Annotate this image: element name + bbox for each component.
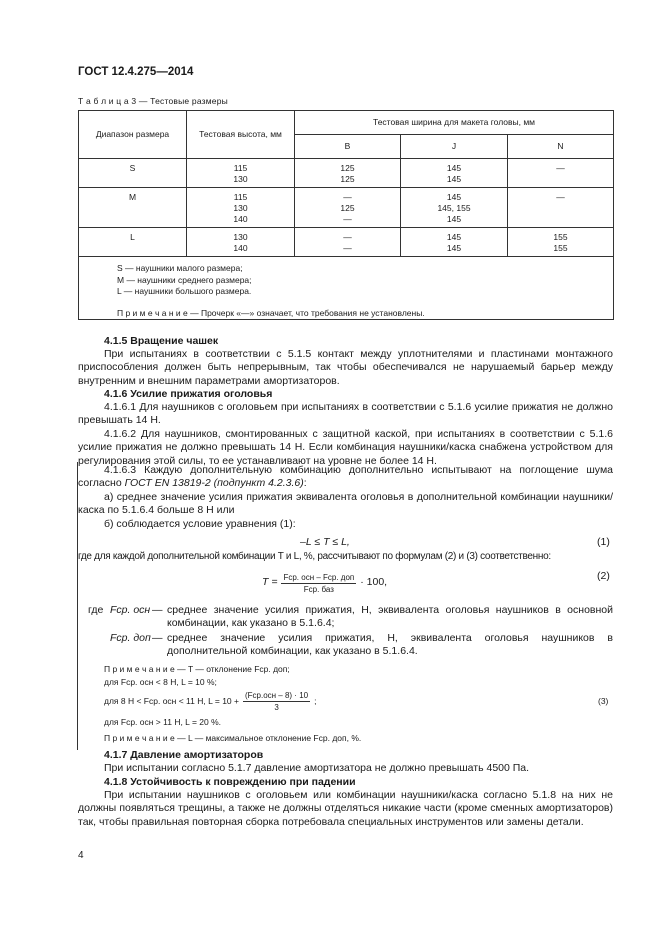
- cell-height: 115 130 140: [187, 188, 295, 228]
- para-4-1-6-2: 4.1.6.2 Для наушников, смонтированных с защитной каской, при испытаниях в соответствии с 5.1.6 усилие прижатия не должно превышать 14 Н. Если комбинация наушники/каска снабжена устройством для регулирования этой силы, то ее устанавливают на уровне не более 14 Н.: [78, 428, 613, 467]
- dash: —: [152, 632, 163, 644]
- section-4-1-7-title: 4.1.7 Давление амортизаторов: [104, 749, 264, 761]
- cell-j: 145 145: [401, 159, 508, 188]
- page-number: 4: [78, 850, 84, 861]
- col-header-test-width: Тестовая ширина для макета головы, мм: [295, 111, 614, 135]
- cell-n: —: [508, 159, 614, 188]
- cell-j: 145 145: [401, 228, 508, 257]
- variable-f-add: Fср. доп: [110, 632, 151, 644]
- section-4-1-8-text: При испытании наушников с оголовьем или комбинации наушники/каска согласно 5.1.8 на них не должны появляться трещины, а также не должны отделяться никакие части (кроме сменных амортизаторов) так, чтобы правильная повторная сборка потребовала специальных инструментов или замены детали.: [78, 789, 613, 828]
- section-4-1-5-title: 4.1.5 Вращение чашек: [104, 335, 219, 347]
- para-4-1-6-3: 4.1.6.3 Каждую дополнительную комбинацию дополнительно испытывают на поглощение шума согласно ГОСТ EN 13819-2 (подпункт 4.2.3.6):: [78, 464, 613, 490]
- where-label: где: [88, 604, 104, 616]
- cell-b: — 125 —: [295, 188, 401, 228]
- equation-1: –L ≤ T ≤ L,: [300, 536, 350, 548]
- cell-b: 125 125: [295, 159, 401, 188]
- cell-height: 130 140: [187, 228, 295, 257]
- note-t: П р и м е ч а н и е — T — отклонение Fср. доп;: [104, 664, 290, 674]
- section-4-1-6-title: 4.1.6 Усилие прижатия оголовья: [104, 388, 273, 400]
- col-header-size-range: Диапазон размера: [79, 111, 187, 159]
- subheader-b: B: [295, 135, 401, 159]
- section-4-1-8-title: 4.1.8 Устойчивость к повреждению при падении: [104, 776, 356, 788]
- definition-f-add: среднее значение усилия прижатия, Н, эквивалента оголовья наушников в дополнительной комбинации, как указано в 5.1.6.4.: [167, 632, 613, 658]
- cell-n: 155 155: [508, 228, 614, 257]
- note-l-high: для Fср. осн > 11 Н, L = 20 %.: [104, 717, 222, 727]
- note-l-mid: для 8 Н < Fср. осн < 11 Н, L = 10 + $\frac{\text{(Fср.осн – 8) · 10}}{3}$ ;: [104, 690, 317, 712]
- equation-2: T = $\frac{\text{Fср. осн – Fср. доп}}{\text{Fср. баз}}$ · 100,: [262, 572, 388, 594]
- variable-f-main: Fср. осн: [110, 604, 151, 616]
- section-4-1-5-text: При испытаниях в соответствии с 5.1.5 контакт между уплотнителями и пластинами монтажного приспособления должен быть непрерывным, так чтобы обеспечивался не нарушаемый барьер между внутренним и внешним параметрами амортизаторов.: [78, 348, 613, 387]
- table-legend: S — наушники малого размера; M — наушники среднего размера; L — наушники большого размера. П р и м е ч а н и е — Прочерк «—» означает, что требования не установлены.: [79, 257, 614, 320]
- cell-height: 115 130: [187, 159, 295, 188]
- cell-n: —: [508, 188, 614, 228]
- section-4-1-7-text: При испытании согласно 5.1.7 давление амортизатора не должно превышать 4500 Па.: [104, 762, 530, 774]
- cell-size: S: [79, 159, 187, 188]
- cell-size: L: [79, 228, 187, 257]
- table-caption: Т а б л и ц а 3 — Тестовые размеры: [78, 96, 228, 106]
- definition-f-main: среднее значение усилия прижатия, Н, эквивалента оголовья наушников в основной комбинации, как указано в 5.1.6.4;: [167, 604, 613, 630]
- col-header-test-height: Тестовая высота, мм: [187, 111, 295, 159]
- cell-j: 145 145, 155 145: [401, 188, 508, 228]
- cell-size: M: [79, 188, 187, 228]
- note-l-max: П р и м е ч а н и е — L — максимальное отклонение Fср. доп, %.: [104, 733, 362, 743]
- equation-2-number: (2): [597, 570, 610, 582]
- table-row: [79, 228, 614, 257]
- dash: —: [152, 604, 163, 616]
- document-header: ГОСТ 12.4.275—2014: [78, 66, 194, 78]
- table-note: П р и м е ч а н и е — Прочерк «—» означает, что требования не установлены.: [117, 307, 425, 318]
- equation-1-number: (1): [597, 536, 610, 548]
- table-row: [79, 159, 614, 188]
- where-clause: где для каждой дополнительной комбинации T и L, %, рассчитывают по формулам (2) и (3) соответственно:: [78, 551, 551, 562]
- cell-b: — —: [295, 228, 401, 257]
- subheader-n: N: [508, 135, 614, 159]
- condition-b: б) соблюдается условие уравнения (1):: [104, 518, 296, 530]
- equation-3-number: (3): [598, 696, 609, 706]
- para-4-1-6-1: 4.1.6.1 Для наушников с оголовьем при испытаниях в соответствии с 5.1.6 усилие прижатия не должно превышать 14 Н.: [78, 401, 613, 427]
- subheader-j: J: [401, 135, 508, 159]
- table-row: [79, 188, 614, 228]
- condition-a: а) среднее значение усилия прижатия эквивалента оголовья в дополнительной комбинации наушники/каска по 5.1.6.4 больше 8 Н или: [78, 491, 613, 517]
- test-sizes-table: [78, 110, 614, 320]
- note-l-low: для Fср. осн < 8 Н, L = 10 %;: [104, 677, 217, 687]
